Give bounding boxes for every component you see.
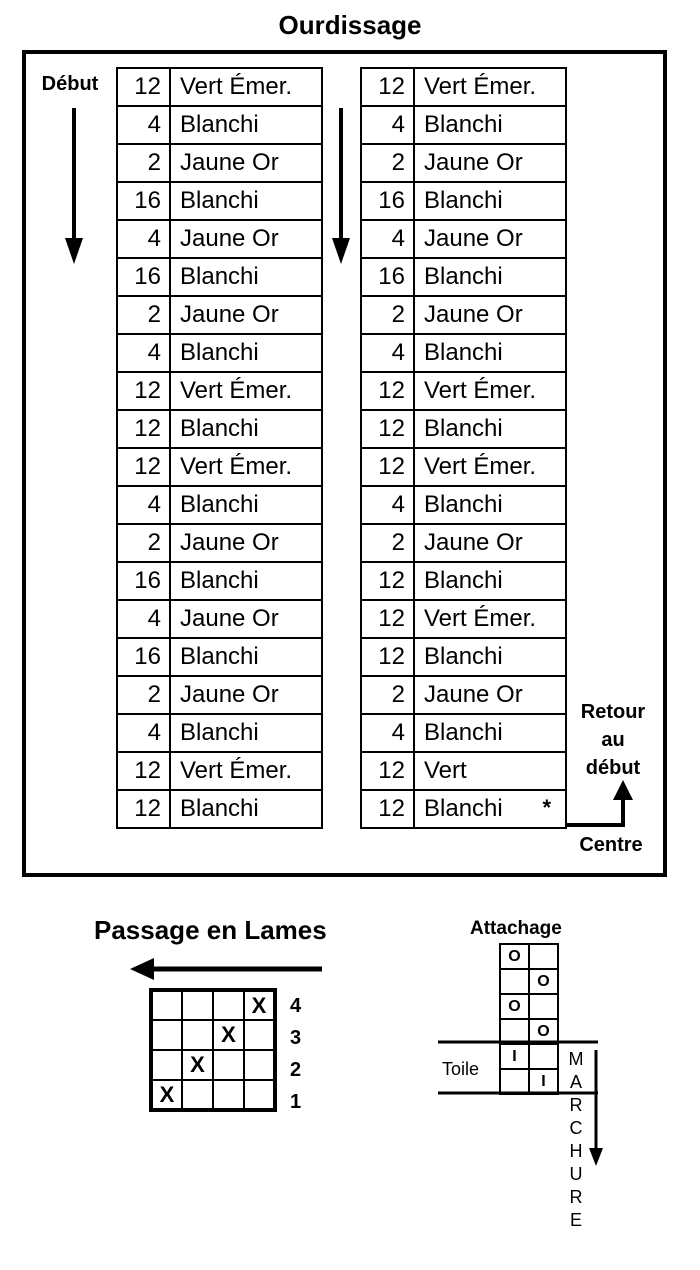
- warp-row: [117, 448, 322, 486]
- thread-count: 2: [361, 676, 414, 714]
- thread-color-label: Blanchi: [424, 567, 503, 594]
- thread-count: 4: [361, 220, 414, 258]
- thread-color-label: Blanchi: [424, 643, 503, 670]
- warp-row: [117, 144, 322, 182]
- warp-row: [361, 562, 566, 600]
- threading-row: [151, 1050, 275, 1080]
- tieup-cell: O: [500, 994, 529, 1019]
- thread-color-label: Jaune Or: [424, 681, 523, 708]
- thread-count: 12: [117, 752, 170, 790]
- threading-cell: X: [244, 990, 275, 1020]
- warp-row: [361, 296, 566, 334]
- thread-color: [414, 486, 566, 524]
- thread-count: 4: [117, 106, 170, 144]
- thread-color-label: Blanchi: [180, 795, 259, 822]
- thread-color-label: Jaune Or: [180, 149, 279, 176]
- thread-color: [170, 600, 322, 638]
- thread-color-label: Vert: [424, 757, 467, 784]
- return-arrow-icon: [565, 778, 645, 830]
- warp-row: [117, 258, 322, 296]
- thread-color: [414, 600, 566, 638]
- tieup-cell: I: [500, 1044, 529, 1069]
- thread-color-label: Jaune Or: [180, 225, 279, 252]
- thread-count: 16: [117, 182, 170, 220]
- thread-color: [414, 372, 566, 410]
- thread-color-label: Vert Émer.: [180, 757, 293, 784]
- threading-grid: [149, 988, 277, 1112]
- tieup-cell: [529, 994, 558, 1019]
- warp-row: [117, 106, 322, 144]
- warp-row: [117, 220, 322, 258]
- thread-color-label: Vert Émer.: [180, 453, 293, 480]
- thread-count: 12: [117, 448, 170, 486]
- thread-color-label: Blanchi: [180, 491, 259, 518]
- tieup-row: [500, 969, 558, 994]
- thread-color: [414, 296, 566, 334]
- thread-color: [414, 144, 566, 182]
- thread-color: [170, 68, 322, 106]
- treadling-letter: H: [569, 1141, 583, 1161]
- thread-count: 16: [117, 638, 170, 676]
- thread-count: 4: [361, 106, 414, 144]
- tieup-row: [500, 944, 558, 969]
- threading-cell: [244, 1050, 275, 1080]
- warp-row: [361, 714, 566, 752]
- threading-cell: [151, 1020, 182, 1050]
- thread-count: 12: [117, 790, 170, 828]
- thread-count: 2: [117, 676, 170, 714]
- thread-color: [170, 296, 322, 334]
- warp-row: [117, 790, 322, 828]
- thread-count: 2: [361, 296, 414, 334]
- thread-color: [170, 220, 322, 258]
- thread-color-label: Blanchi: [424, 795, 503, 822]
- warp-row: [117, 752, 322, 790]
- thread-color: [170, 182, 322, 220]
- tieup-cell: O: [500, 944, 529, 969]
- threading-cell: [151, 1050, 182, 1080]
- thread-count: 12: [361, 410, 414, 448]
- treadling-letter: R: [569, 1187, 583, 1207]
- tieup-cell: [500, 969, 529, 994]
- threading-row: [151, 990, 275, 1020]
- warping-title: Ourdissage: [278, 10, 422, 40]
- thread-color-label: Blanchi: [424, 187, 503, 214]
- thread-count: 16: [361, 258, 414, 296]
- thread-color-label: Vert Émer.: [180, 377, 293, 404]
- warp-row: [361, 524, 566, 562]
- tieup-cell: [529, 944, 558, 969]
- threading-cell: X: [151, 1080, 182, 1110]
- warp-row: [361, 676, 566, 714]
- thread-color: [414, 258, 566, 296]
- return-label-line-1: Retour: [580, 701, 646, 723]
- tieup-row: [500, 994, 558, 1019]
- warp-row: [117, 296, 322, 334]
- thread-count: 16: [361, 182, 414, 220]
- warp-row: [361, 334, 566, 372]
- thread-color-label: Vert Émer.: [424, 377, 537, 404]
- threading-cell: [182, 990, 213, 1020]
- thread-color-label: Vert Émer.: [424, 453, 537, 480]
- thread-color-label: Blanchi: [180, 187, 259, 214]
- warp-row: [361, 182, 566, 220]
- treadling-letter: C: [569, 1118, 583, 1138]
- warp-row: [117, 524, 322, 562]
- thread-color: [414, 790, 566, 828]
- thread-color-label: Vert Émer.: [424, 73, 537, 100]
- thread-color: [414, 410, 566, 448]
- warp-row: [117, 486, 322, 524]
- thread-color-label: Blanchi: [424, 719, 503, 746]
- thread-color-label: Blanchi: [180, 643, 259, 670]
- thread-color: [170, 334, 322, 372]
- thread-color-label: Jaune Or: [180, 529, 279, 556]
- shaft-number: 4: [290, 995, 302, 1017]
- thread-color: [414, 638, 566, 676]
- thread-color-label: Blanchi: [424, 415, 503, 442]
- thread-color: [414, 448, 566, 486]
- warp-row: [361, 144, 566, 182]
- warp-table-right: [360, 67, 567, 829]
- warp-row: [361, 752, 566, 790]
- thread-count: 4: [361, 486, 414, 524]
- thread-count: 4: [117, 486, 170, 524]
- shaft-number: 1: [290, 1091, 302, 1113]
- thread-color-label: Vert Émer.: [180, 73, 293, 100]
- left-arrow-icon: [128, 955, 324, 983]
- thread-color: [170, 258, 322, 296]
- thread-color: [414, 68, 566, 106]
- warp-row: [361, 372, 566, 410]
- thread-color: [170, 106, 322, 144]
- thread-count: 4: [117, 220, 170, 258]
- thread-color-label: Jaune Or: [424, 529, 523, 556]
- thread-color-label: Blanchi: [180, 339, 259, 366]
- toile-label: Toile: [442, 1059, 480, 1079]
- return-label-line-3: début: [585, 757, 641, 779]
- thread-count: 2: [117, 296, 170, 334]
- thread-count: 16: [117, 258, 170, 296]
- thread-color: [170, 524, 322, 562]
- warp-row: [361, 258, 566, 296]
- threading-cell: [182, 1080, 213, 1110]
- thread-color-label: Blanchi: [180, 111, 259, 138]
- thread-color: [170, 676, 322, 714]
- down-arrow-icon-2: [329, 108, 353, 266]
- return-label: [570, 698, 656, 782]
- warp-row: [361, 106, 566, 144]
- thread-color-label: Blanchi: [180, 263, 259, 290]
- treadling-letters: [566, 1048, 586, 1232]
- thread-color-label: Jaune Or: [424, 149, 523, 176]
- treadling-letter: U: [569, 1164, 583, 1184]
- center-label: Centre: [579, 834, 643, 856]
- thread-color: [414, 334, 566, 372]
- treadling-down-arrow-icon: [586, 1050, 606, 1170]
- thread-count: 12: [117, 372, 170, 410]
- thread-count: 2: [361, 144, 414, 182]
- start-label: Début: [41, 73, 99, 95]
- thread-color-label: Blanchi: [424, 491, 503, 518]
- thread-count: 12: [361, 562, 414, 600]
- thread-color: [170, 144, 322, 182]
- thread-count: 4: [361, 334, 414, 372]
- warp-row: [361, 638, 566, 676]
- thread-count: 12: [117, 410, 170, 448]
- warp-row: [361, 600, 566, 638]
- treadling-letter: A: [569, 1072, 582, 1092]
- warp-row: [117, 68, 322, 106]
- shaft-number: 2: [290, 1059, 302, 1081]
- thread-count: 4: [117, 600, 170, 638]
- thread-color: [414, 220, 566, 258]
- thread-count: 2: [361, 524, 414, 562]
- threading-title: Passage en Lames: [94, 915, 327, 945]
- treadling-letter: M: [568, 1049, 584, 1069]
- threading-cell: X: [213, 1020, 244, 1050]
- threading-cell: [244, 1020, 275, 1050]
- threading-cell: [244, 1080, 275, 1110]
- thread-color: [170, 486, 322, 524]
- thread-count: 12: [361, 752, 414, 790]
- thread-count: 16: [117, 562, 170, 600]
- warp-row: [117, 676, 322, 714]
- warp-row: [361, 486, 566, 524]
- threading-row: [151, 1080, 275, 1110]
- thread-count: 2: [117, 524, 170, 562]
- thread-color-label: Blanchi: [424, 111, 503, 138]
- warp-row: [361, 68, 566, 106]
- thread-count: 12: [361, 790, 414, 828]
- warp-row: [117, 410, 322, 448]
- thread-color: [170, 752, 322, 790]
- thread-count: 2: [117, 144, 170, 182]
- thread-color: [170, 410, 322, 448]
- thread-color-label: Blanchi: [180, 415, 259, 442]
- threading-cell: [213, 1080, 244, 1110]
- thread-count: 12: [361, 372, 414, 410]
- thread-color: [414, 752, 566, 790]
- thread-color: [414, 182, 566, 220]
- thread-color-label: Jaune Or: [180, 681, 279, 708]
- thread-color-label: Vert Émer.: [424, 605, 537, 632]
- thread-color-label: Blanchi: [180, 719, 259, 746]
- warp-row: [117, 372, 322, 410]
- center-mark: *: [542, 795, 551, 820]
- treadling-letter: E: [569, 1210, 582, 1230]
- tieup-cell: O: [529, 1019, 558, 1044]
- warp-row: [117, 182, 322, 220]
- thread-count: 12: [117, 68, 170, 106]
- down-arrow-icon: [62, 108, 86, 266]
- thread-color: [414, 524, 566, 562]
- thread-color: [170, 448, 322, 486]
- thread-count: 12: [361, 68, 414, 106]
- thread-count: 12: [361, 638, 414, 676]
- thread-color: [170, 372, 322, 410]
- thread-color: [414, 562, 566, 600]
- thread-count: 4: [361, 714, 414, 752]
- thread-count: 4: [117, 714, 170, 752]
- threading-cell: [151, 990, 182, 1020]
- warp-row: [361, 220, 566, 258]
- thread-color-label: Jaune Or: [424, 301, 523, 328]
- warp-row: [361, 448, 566, 486]
- shaft-numbers: [290, 990, 310, 1118]
- thread-color-label: Jaune Or: [180, 605, 279, 632]
- tieup-cell: O: [529, 969, 558, 994]
- warp-row: [117, 638, 322, 676]
- warp-row: [117, 562, 322, 600]
- threading-row: [151, 1020, 275, 1050]
- thread-color-label: Jaune Or: [180, 301, 279, 328]
- tieup-cell: I: [529, 1069, 558, 1094]
- warp-row: [361, 410, 566, 448]
- tieup-title: Attachage: [470, 918, 562, 939]
- shaft-number: 3: [290, 1027, 302, 1049]
- return-label-line-2: au: [601, 729, 625, 751]
- threading-cell: [213, 990, 244, 1020]
- warp-row: [117, 714, 322, 752]
- thread-color-label: Blanchi: [424, 263, 503, 290]
- thread-color: [414, 676, 566, 714]
- treadling-letter: R: [569, 1095, 583, 1115]
- warp-row: [117, 334, 322, 372]
- thread-color: [170, 638, 322, 676]
- thread-color-label: Jaune Or: [424, 225, 523, 252]
- thread-count: 12: [361, 448, 414, 486]
- thread-count: 4: [117, 334, 170, 372]
- thread-color: [414, 714, 566, 752]
- warp-row: [361, 790, 566, 828]
- thread-color: [414, 106, 566, 144]
- threading-cell: [182, 1020, 213, 1050]
- thread-color: [170, 714, 322, 752]
- thread-color-label: Blanchi: [424, 339, 503, 366]
- thread-color: [170, 562, 322, 600]
- thread-color: [170, 790, 322, 828]
- thread-count: 12: [361, 600, 414, 638]
- warp-row: [117, 600, 322, 638]
- threading-cell: X: [182, 1050, 213, 1080]
- warp-table-left: [116, 67, 323, 829]
- thread-color-label: Blanchi: [180, 567, 259, 594]
- threading-cell: [213, 1050, 244, 1080]
